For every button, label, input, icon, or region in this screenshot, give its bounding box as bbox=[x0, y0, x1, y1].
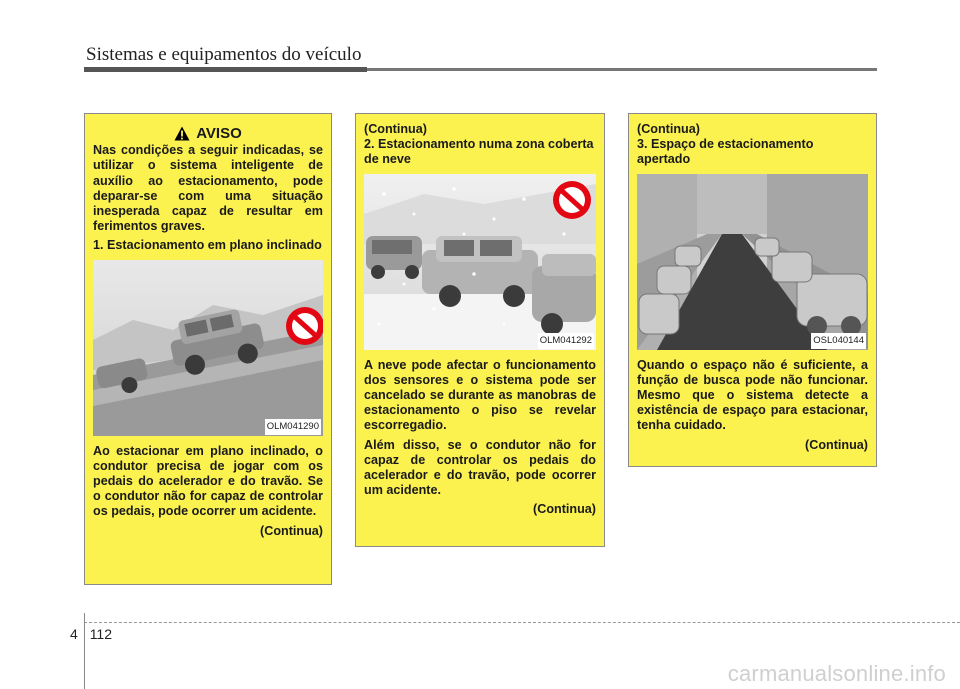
panel-body-2: Além disso, se o condutor não for capaz de controlar os pedais do acelerador e do travão, pode ocorrer um acidente. bbox=[364, 437, 596, 498]
snow-parking-figure bbox=[364, 174, 596, 350]
footer-divider bbox=[84, 613, 85, 689]
list-item bbox=[637, 137, 868, 167]
header-rule bbox=[84, 68, 877, 71]
watermark: carmanualsonline.info bbox=[727, 661, 946, 686]
prohibition-sign-icon bbox=[286, 307, 323, 345]
figure-code: OLM041292 bbox=[538, 333, 594, 348]
warning-panel-3 bbox=[628, 113, 877, 467]
list-item bbox=[93, 238, 323, 253]
continued-label: (Continua) bbox=[533, 502, 596, 517]
slope-parking-illustration bbox=[93, 260, 323, 436]
slope-parking-figure bbox=[93, 260, 323, 436]
prohibition-sign-icon bbox=[553, 181, 591, 219]
continued-top-label: (Continua) bbox=[637, 122, 700, 136]
figure-code: OSL040144 bbox=[811, 333, 866, 348]
panel-body: A neve pode afectar o funcionamento dos sensores e o sistema pode ser cancelado se durante as manobras de estacionamento o piso se revelar escorregadio. bbox=[364, 357, 596, 433]
panel-body: Quando o espaço não é suficiente, a função de busca pode não funcionar. Mesmo que o sistema detecte a existência de espaço para estacionar, tenha cuidado. bbox=[637, 357, 868, 433]
item-text: Estacionamento numa zona coberta de neve bbox=[364, 137, 594, 167]
item-number: 3. bbox=[637, 137, 648, 152]
warning-heading bbox=[93, 126, 323, 141]
snow-parking-illustration bbox=[364, 174, 596, 350]
chapter-title: Sistemas e equipamentos do veículo bbox=[86, 44, 362, 65]
warning-title: AVISO bbox=[196, 125, 242, 142]
list-item bbox=[364, 137, 596, 167]
item-number: 2. bbox=[364, 137, 375, 152]
warning-panel-1 bbox=[84, 113, 332, 585]
item-number: 1. bbox=[93, 238, 104, 253]
item-text: Estacionamento em plano inclinado bbox=[107, 238, 322, 253]
warning-panel-2 bbox=[355, 113, 605, 547]
warning-intro: Nas condições a seguir indicadas, se utilizar o sistema inteligente de auxílio ao estacionamento, pode deparar-se com uma situação inesperada capaz de resultar em ferimentos graves. bbox=[93, 143, 323, 234]
warning-triangle-icon bbox=[174, 126, 190, 141]
footer-rule bbox=[84, 622, 960, 623]
section-number: 4 bbox=[70, 626, 78, 642]
panel-body: Ao estacionar em plano inclinado, o condutor precisa de jogar com os pedais do acelerador e do travão. Se o condutor não for capaz de controlar os pedais, pode ocorrer um acidente. bbox=[93, 443, 323, 519]
continued-label: (Continua) bbox=[805, 437, 868, 452]
figure-code: OLM041290 bbox=[265, 419, 321, 434]
page-number bbox=[70, 626, 112, 642]
continued-label: (Continua) bbox=[260, 523, 323, 538]
item-text: Espaço de estacionamento apertado bbox=[637, 137, 814, 167]
page-number-value: 112 bbox=[89, 626, 113, 642]
narrow-space-illustration bbox=[637, 174, 868, 350]
narrow-space-figure bbox=[637, 174, 868, 350]
continued-top-label: (Continua) bbox=[364, 122, 427, 136]
